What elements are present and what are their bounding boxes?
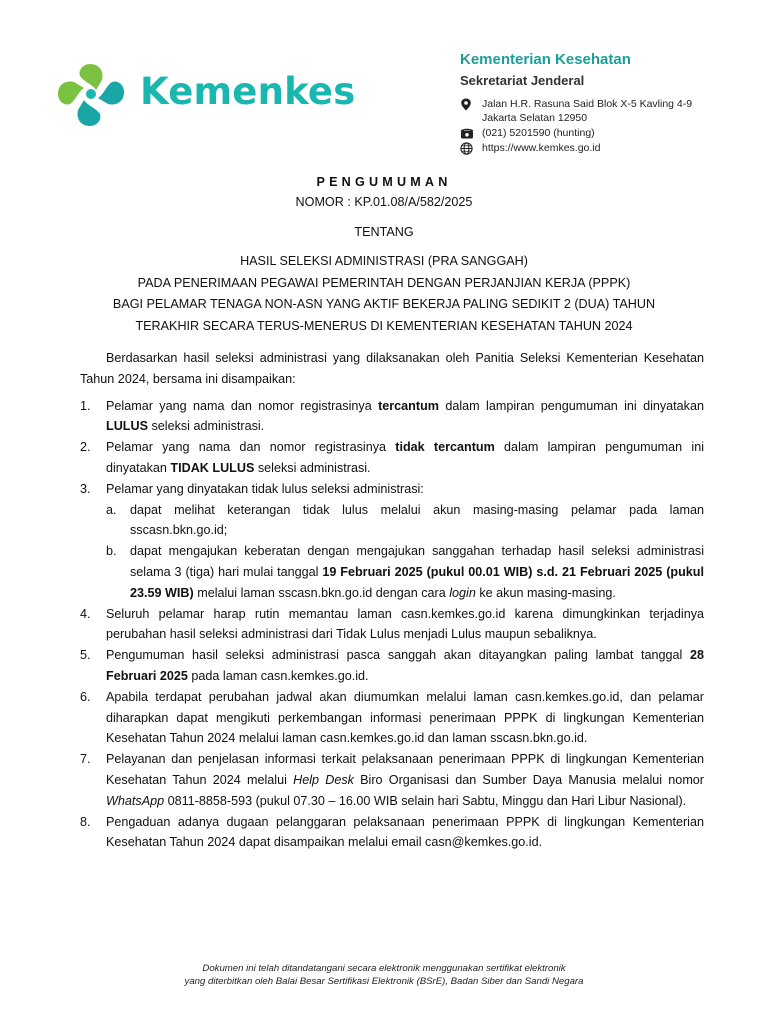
announcement-about: TENTANG	[354, 225, 414, 239]
address-row	[460, 97, 760, 111]
footer-line-2: yang diterbitkan oleh Balai Besar Sertifikasi Elektronik (BSrE), Badan Siber dan Sandi Negara	[184, 976, 584, 987]
phone-row	[460, 126, 760, 140]
list-item: 3. Pelamar yang dinyatakan tidak lulus seleksi administrasi: a. dapat melihat keterangan tidak lulus melalui akun masing-masing pelamar pada laman sscasn.bkn.go.id; b. dapat mengajukan keberatan dengan mengajukan sanggahan terhadap hasil seleksi administrasi selama 3 (tiga) hari mulai tanggal 19 Februari 2025 (pukul 00.01 WIB) s.d. 21 Februari 2025 (pukul 23.59 WIB) melalui laman sscasn.bkn.go.id dengan cara login ke akun masing-masing.	[80, 479, 704, 604]
kemenkes-logo-icon	[56, 62, 126, 128]
organization-block	[460, 50, 760, 155]
list-item: 7. Pelayanan dan penjelasan informasi terkait pelaksanaan penerimaan PPPK di lingkungan Kementerian Kesehatan Tahun 2024 melalui Help Desk Biro Organisasi dan Sumber Daya Manusia melalui nomor WhatsApp 0811-8858-593 (pukul 07.30 – 16.00 WIB selain hari Sabtu, Minggu dan Hari Libur Nasional).	[80, 752, 705, 808]
intro-paragraph: Berdasarkan hasil seleksi administrasi yang dilaksanakan oleh Panitia Seleksi Kementerian Kesehatan Tahun 2024, bersama ini disampaikan:	[80, 351, 704, 386]
phone-number: (021) 5201590 (hunting)	[482, 127, 595, 139]
globe-icon	[460, 141, 476, 155]
phone-icon	[460, 126, 476, 140]
subject-line-3: BAGI PELAMAR TENAGA NON-ASN YANG AKTIF BEKERJA PALING SEDIKIT 2 (DUA) TAHUN	[112, 297, 656, 312]
e-signature-footer	[0, 962, 768, 988]
org-subtitle: Sekretariat Jenderal	[460, 73, 585, 88]
list-item: 8. Pengaduan adanya dugaan pelanggaran pelaksanaan penerimaan PPPK di lingkungan Kementerian Kesehatan Tahun 2024 dapat disampaikan melalui email casn@kemkes.go.id.	[80, 814, 704, 850]
sub-item: b. dapat mengajukan keberatan dengan mengajukan sanggahan terhadap hasil seleksi administrasi selama 3 (tiga) hari mulai tanggal 19 Februari 2025 (pukul 00.01 WIB) s.d. 21 Februari 2025 (pukul 23.59 WIB) melalui laman sscasn.bkn.go.id dengan cara login ke akun masing-masing.	[106, 544, 704, 600]
location-pin-icon	[460, 97, 476, 111]
website-row	[460, 141, 760, 155]
announcement-list	[80, 396, 704, 854]
announcement-body	[80, 348, 704, 853]
announcement-number: NOMOR : KP.01.08/A/582/2025	[295, 195, 473, 209]
brand-wordmark: Kemenkes	[140, 70, 356, 113]
footer-line-1: Dokumen ini telah ditandatangani secara elektronik menggunakan sertifikat elektronik	[202, 963, 566, 974]
list-item: 5. Pengumuman hasil seleksi administrasi pasca sanggah akan ditayangkan paling lambat tanggal 28 Februari 2025 pada laman casn.kemkes.go.id.	[80, 648, 704, 683]
announcement-title: PENGUMUMAN	[316, 175, 452, 189]
list-item: 2. Pelamar yang nama dan nomor registrasinya tidak tercantum dalam lampiran pengumuman ini dinyatakan TIDAK LULUS seleksi administrasi.	[80, 440, 704, 475]
address-line-1: Jalan H.R. Rasuna Said Blok X-5 Kavling 4-9	[482, 98, 693, 110]
sub-item: a. dapat melihat keterangan tidak lulus melalui akun masing-masing pelamar pada laman sscasn.bkn.go.id;	[106, 502, 704, 538]
list-item: 4. Seluruh pelamar harap rutin memantau laman casn.kemkes.go.id karena dimungkinkan terjadinya perubahan hasil seleksi administrasi dari Tidak Lulus menjadi Lulus maupun sebaliknya.	[80, 606, 704, 642]
list-item: 1. Pelamar yang nama dan nomor registrasinya tercantum dalam lampiran pengumuman ini dinyatakan LULUS seleksi administrasi.	[80, 398, 704, 434]
subject-line-4: TERAKHIR SECARA TERUS-MENERUS DI KEMENTERIAN KESEHATAN TAHUN 2024	[135, 319, 633, 334]
list-item: 6. Apabila terdapat perubahan jadwal akan diumumkan melalui laman casn.kemkes.go.id, dan pelamar diharapkan dapat mengikuti perkembangan informasi penerimaan PPPK di lingkungan Kementerian Kesehatan Tahun 2024 melalui laman casn.kemkes.go.id dan laman sscasn.bkn.go.id.	[80, 689, 704, 746]
subject-line-2: PADA PENERIMAAN PEGAWAI PEMERINTAH DENGAN PERJANJIAN KERJA (PPPK)	[137, 275, 631, 290]
address-line-2: Jakarta Selatan 12950	[482, 112, 588, 124]
announcement-subject	[0, 251, 768, 338]
org-name: Kementerian Kesehatan	[460, 51, 631, 68]
subject-line-1: HASIL SELEKSI ADMINISTRASI (PRA SANGGAH)	[240, 254, 528, 268]
website-link[interactable]: https://www.kemkes.go.id	[482, 142, 601, 154]
